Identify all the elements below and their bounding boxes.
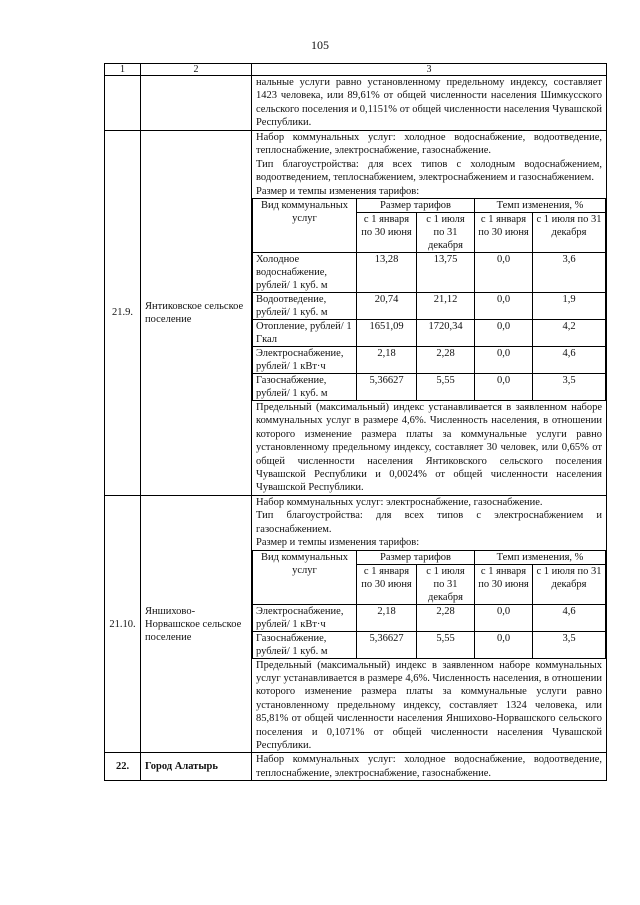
change-rate-h1: 0,0 xyxy=(475,374,533,401)
tariff-row xyxy=(253,604,606,631)
table-row xyxy=(105,76,607,131)
row-number: 21.9. xyxy=(105,131,141,496)
header-tariff-size: Размер тарифов xyxy=(357,550,475,564)
tariff-value-h1: 5,36627 xyxy=(357,374,417,401)
tariff-value-h2: 1720,34 xyxy=(417,320,475,347)
tariff-row xyxy=(253,320,606,347)
row-content xyxy=(252,495,607,752)
main-table xyxy=(104,63,607,781)
row-number xyxy=(105,76,141,131)
change-rate-h2: 4,6 xyxy=(533,604,606,631)
tariff-value-h2: 5,55 xyxy=(417,374,475,401)
service-kind: Газоснабжение, рублей/ 1 куб. м xyxy=(253,631,357,658)
row-content xyxy=(252,131,607,496)
improvement-type-text: Тип благоустройства: для всех типов с электроснабжением и газоснабжением. xyxy=(256,510,602,535)
tariff-value-h2: 21,12 xyxy=(417,293,475,320)
service-kind: Холодное водоснабжение, рублей/ 1 куб. м xyxy=(253,253,357,293)
header-service-kind: Вид коммунальных услуг xyxy=(253,199,357,253)
tariff-value-h1: 1651,09 xyxy=(357,320,417,347)
service-kind: Электроснабжение, рублей/ 1 кВт·ч xyxy=(253,604,357,631)
tariff-table xyxy=(252,550,606,659)
tariff-title: Размер и темпы изменения тарифов: xyxy=(256,185,420,197)
service-kind: Электроснабжение, рублей/ 1 кВт·ч xyxy=(253,347,357,374)
settlement-name xyxy=(141,76,252,131)
change-rate-h2: 4,6 xyxy=(533,347,606,374)
service-kind: Отопление, рублей/ 1 Гкал xyxy=(253,320,357,347)
settlement-name: Город Алатырь xyxy=(141,753,252,781)
tariff-row xyxy=(253,374,606,401)
change-rate-h2: 1,9 xyxy=(533,293,606,320)
header-period-4: с 1 июля по 31 декабря xyxy=(533,564,606,604)
population-text: Предельный (максимальный) индекс устанавливается в заявленном наборе коммунальных услуг в размере 4,6%. Численность населения, в отношении которого изменение размера платы за коммунальные услуги равно установленному предельному индексу, составляет 30 человек, или 0,65% от общей численности населения Янтиковского сельского поселения Чувашской Республики и 0,0024% от общей численности населения Чувашской Республики. xyxy=(256,402,602,494)
change-rate-h1: 0,0 xyxy=(475,347,533,374)
change-rate-h2: 3,6 xyxy=(533,253,606,293)
change-rate-h1: 0,0 xyxy=(475,253,533,293)
tariff-value-h1: 20,74 xyxy=(357,293,417,320)
header-period-2: с 1 июля по 31 декабря xyxy=(417,564,475,604)
tariff-title: Размер и темпы изменения тарифов: xyxy=(256,537,420,549)
column-number-2: 2 xyxy=(141,64,252,76)
row-number: 22. xyxy=(105,753,141,781)
change-rate-h1: 0,0 xyxy=(475,293,533,320)
change-rate-h2: 4,2 xyxy=(533,320,606,347)
table-row xyxy=(105,495,607,752)
header-service-kind: Вид коммунальных услуг xyxy=(253,550,357,604)
tariff-value-h1: 2,18 xyxy=(357,347,417,374)
services-set-text: Набор коммунальных услуг: холодное водоснабжение, водоотведение, теплоснабжение, электроснабжение, газоснабжение. xyxy=(256,132,602,157)
tariff-row xyxy=(253,253,606,293)
tariff-value-h1: 13,28 xyxy=(357,253,417,293)
row-content xyxy=(252,76,607,131)
settlement-name: Яншихово-Норвашское сельское поселение xyxy=(141,495,252,752)
improvement-type-text: Тип благоустройства: для всех типов с холодным водоснабжением, водоотведением, теплоснабжением, электроснабжением и газоснабжением. xyxy=(256,158,602,184)
column-number-3: 3 xyxy=(252,64,607,76)
tariff-row xyxy=(253,293,606,320)
services-set-text: Набор коммунальных услуг: холодное водоснабжение, водоотведение, теплоснабжение, электроснабжение, газоснабжение. xyxy=(256,754,602,779)
tariff-row xyxy=(253,347,606,374)
header-period-3: с 1 января по 30 июня xyxy=(475,213,533,253)
service-kind: Водоотведение, рублей/ 1 куб. м xyxy=(253,293,357,320)
settlement-name: Янтиковское сельское поселение xyxy=(141,131,252,496)
table-row xyxy=(105,753,607,781)
tariff-value-h1: 2,18 xyxy=(357,604,417,631)
header-period-4: с 1 июля по 31 декабря xyxy=(533,213,606,253)
header-period-1: с 1 января по 30 июня xyxy=(357,564,417,604)
tariff-row xyxy=(253,631,606,658)
row-content xyxy=(252,753,607,781)
services-set-text: Набор коммунальных услуг: электроснабжение, газоснабжение. xyxy=(256,496,543,508)
page-number: 105 xyxy=(311,38,329,52)
change-rate-h1: 0,0 xyxy=(475,320,533,347)
population-text: Предельный (максимальный) индекс в заявленном наборе коммунальных услуг устанавливается в размере 4,6%. Численность населения, в отношении которого изменение размера платы за коммунальные услуги равно установленному предельному индексу, составляет 1324 человека, или 85,81% от общей численности населения Яншихово-Норвашского сельского поселения и 0,1071% от общей численности населения Чувашской Республики. xyxy=(256,659,602,751)
header-period-2: с 1 июля по 31 декабря xyxy=(417,213,475,253)
header-period-1: с 1 января по 30 июня xyxy=(357,213,417,253)
population-text: нальные услуги равно установленному предельному индексу, составляет 1423 человека, или 89,61% от общей численности населения Шимкусского сельского поселения и 0,1151% от общей численности населения Чувашской Республики. xyxy=(256,77,602,129)
tariff-value-h2: 2,28 xyxy=(417,604,475,631)
change-rate-h2: 3,5 xyxy=(533,631,606,658)
service-kind: Газоснабжение, рублей/ 1 куб. м xyxy=(253,374,357,401)
change-rate-h1: 0,0 xyxy=(475,604,533,631)
tariff-value-h2: 5,55 xyxy=(417,631,475,658)
header-period-3: с 1 января по 30 июня xyxy=(475,564,533,604)
change-rate-h2: 3,5 xyxy=(533,374,606,401)
column-number-1: 1 xyxy=(105,64,141,76)
header-change-rate: Темп изменения, % xyxy=(475,550,606,564)
header-tariff-size: Размер тарифов xyxy=(357,199,475,213)
header-change-rate: Темп изменения, % xyxy=(475,199,606,213)
table-row xyxy=(105,131,607,496)
tariff-value-h1: 5,36627 xyxy=(357,631,417,658)
row-number: 21.10. xyxy=(105,495,141,752)
tariff-value-h2: 13,75 xyxy=(417,253,475,293)
tariff-table xyxy=(252,198,606,401)
change-rate-h1: 0,0 xyxy=(475,631,533,658)
column-number-row xyxy=(105,64,607,76)
tariff-value-h2: 2,28 xyxy=(417,347,475,374)
